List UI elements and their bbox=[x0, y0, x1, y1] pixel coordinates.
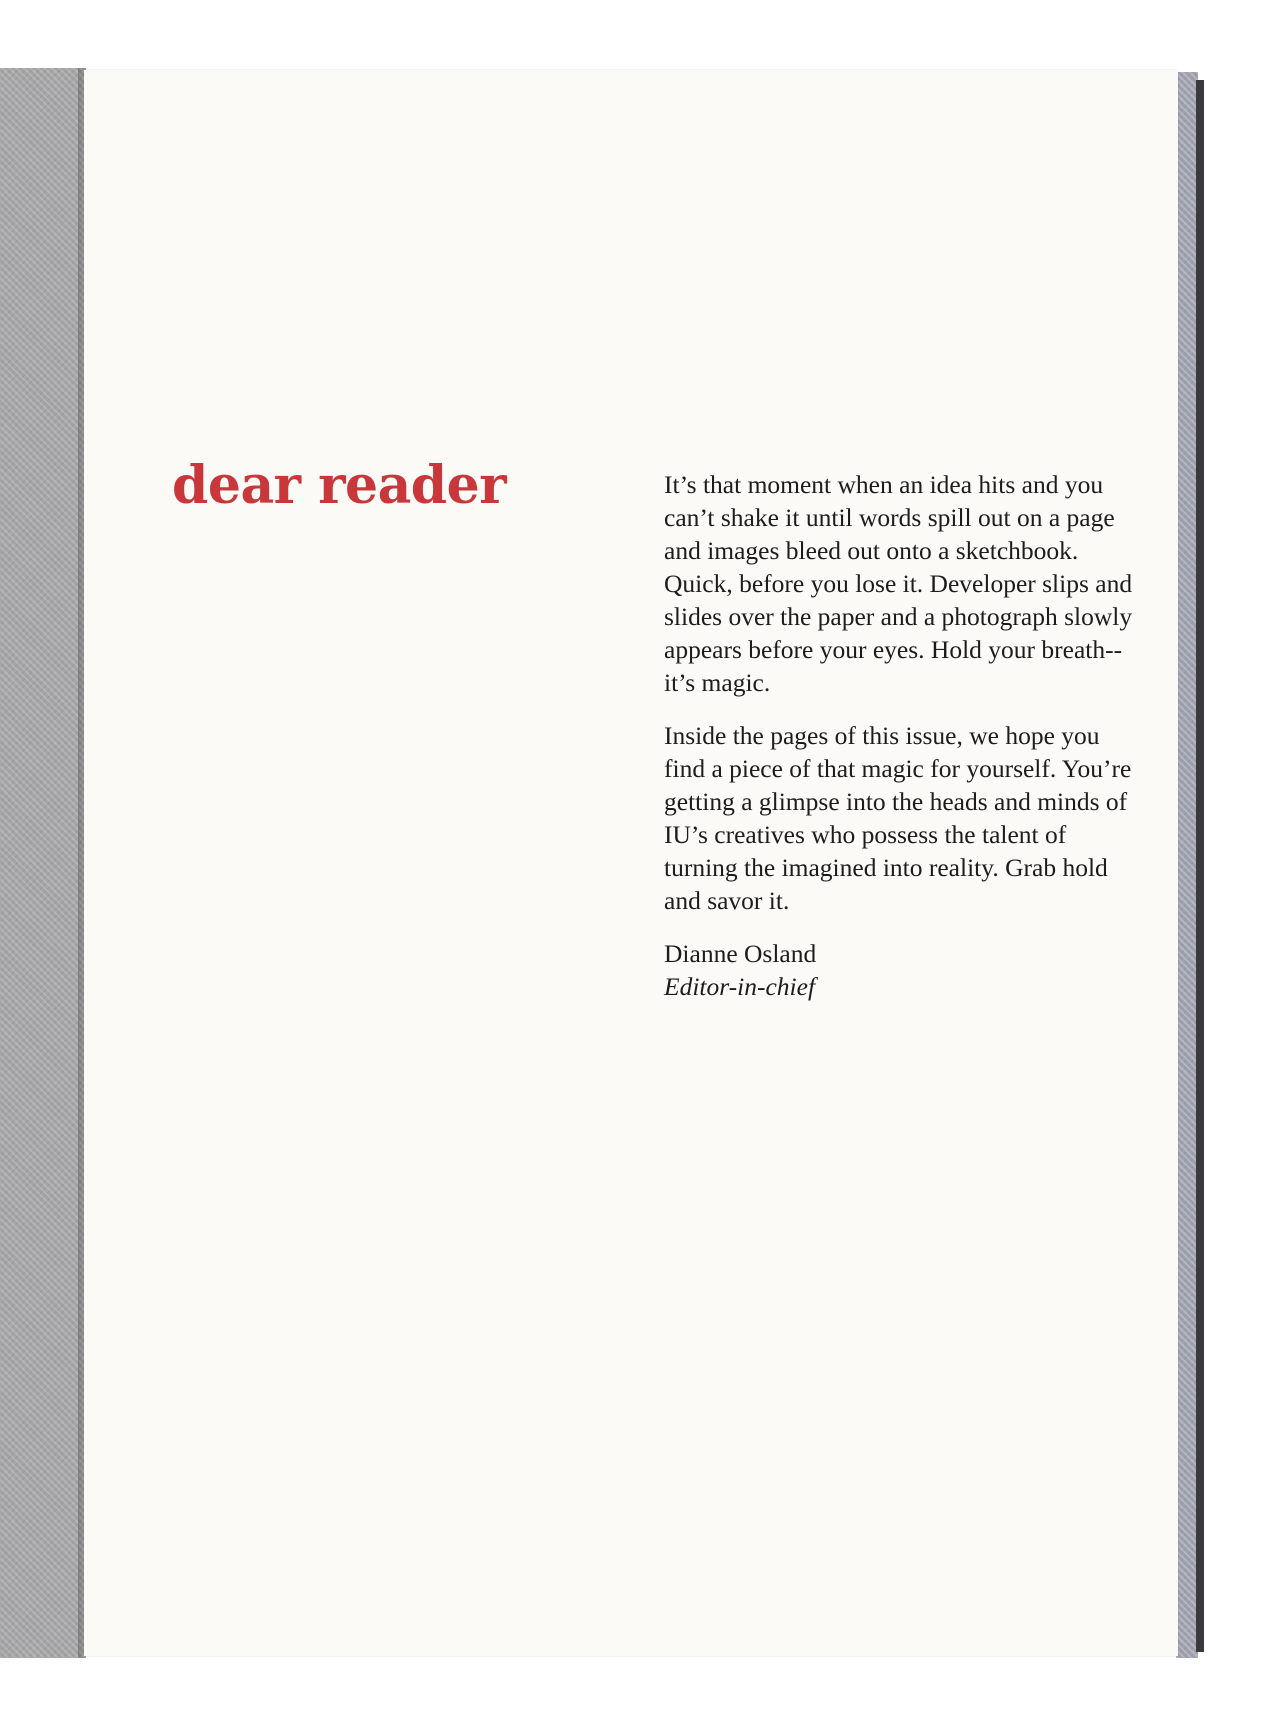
signature-block bbox=[664, 937, 1134, 1003]
magazine-page bbox=[84, 70, 1178, 1656]
letter-paragraph-1: It’s that moment when an idea hits and you can’t shake it until words spill out on a page and images bleed out onto a sketchbook. Quick, before you lose it. Developer slips and slides over the paper and a photograph slowly appears before your eyes. Hold your breath-- it’s magic. bbox=[664, 470, 1133, 697]
page-heading: dear reader bbox=[172, 455, 507, 516]
book-edge bbox=[1196, 80, 1204, 1652]
book-cover-left bbox=[0, 68, 86, 1658]
book-cover-right bbox=[1176, 72, 1198, 1658]
letter-paragraph-2: Inside the pages of this issue, we hope you find a piece of that magic for yourself. You’re getting a glimpse into the heads and minds of IU’s creatives who possess the talent of turning the imagined into reality. Grab hold and savor it. bbox=[664, 721, 1132, 915]
editor-name: Dianne Osland bbox=[664, 939, 817, 968]
editor-letter bbox=[664, 468, 1134, 1003]
editor-title: Editor-in-chief bbox=[664, 972, 816, 1001]
